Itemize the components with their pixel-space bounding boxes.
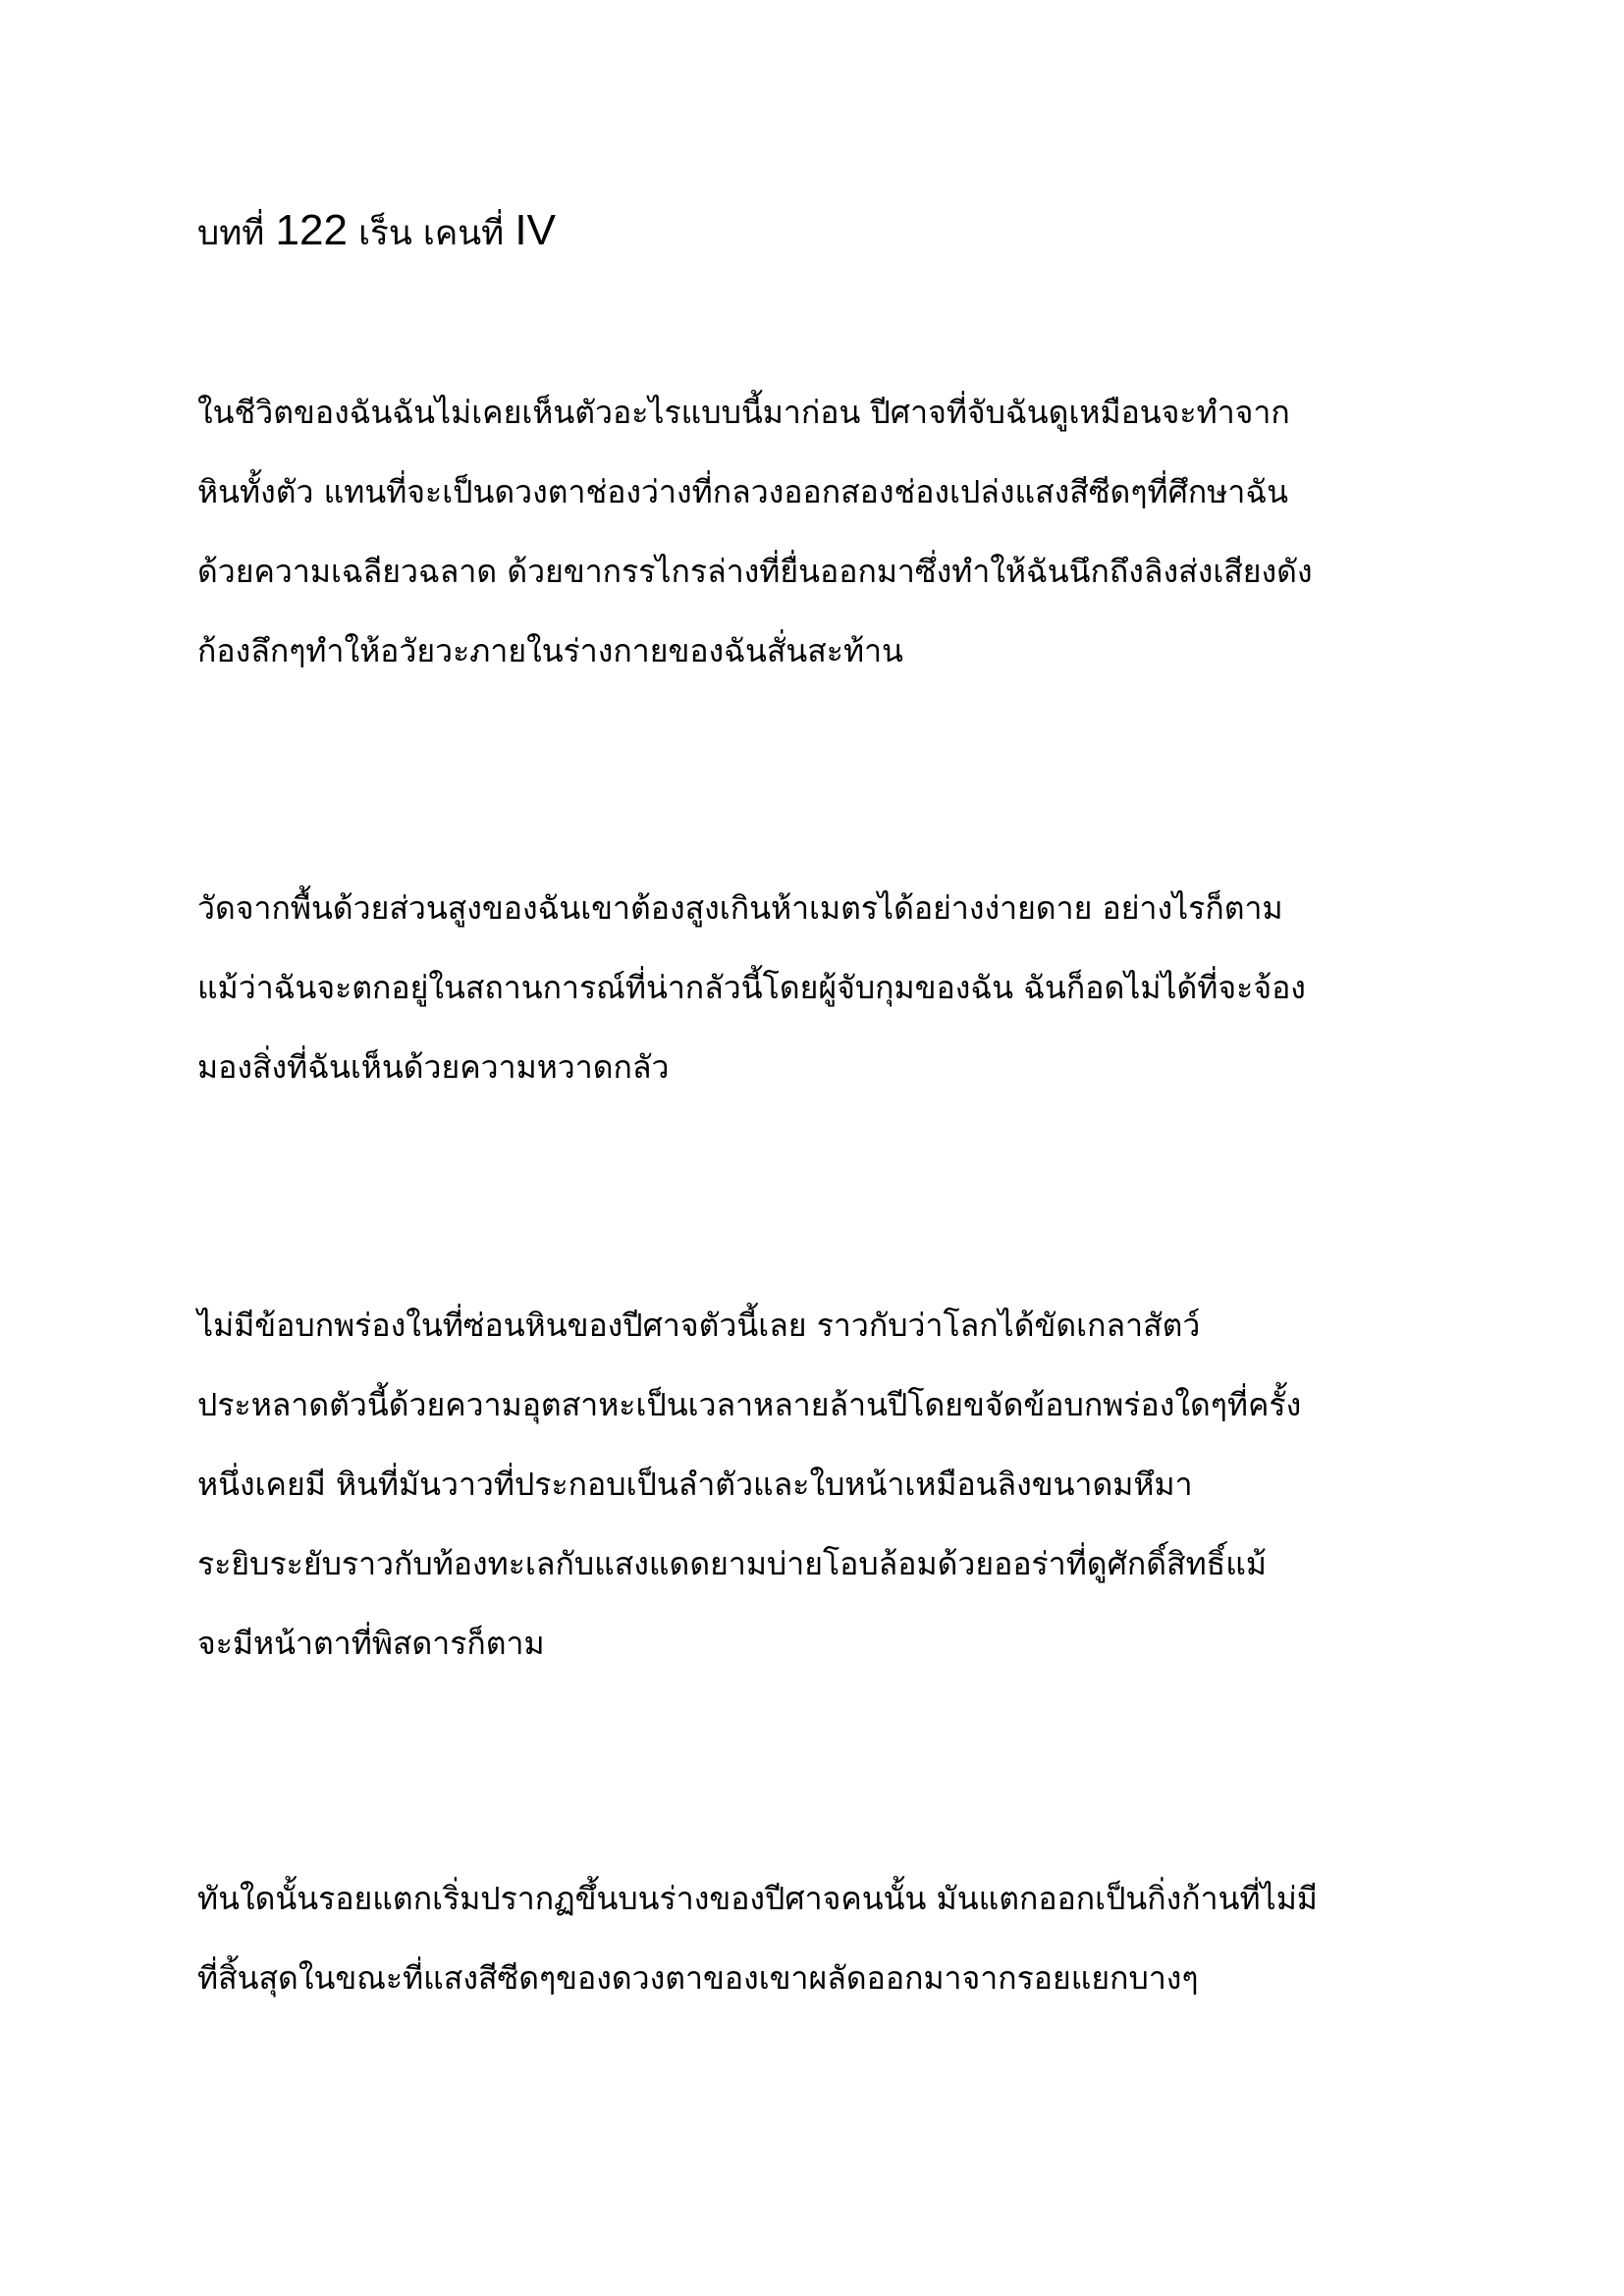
paragraph-line: จะมีหน้าตาที่พิสดารก็ตาม (197, 1625, 545, 1662)
paragraph-4 (197, 1859, 1318, 2018)
paragraph-2 (197, 869, 1306, 1107)
paragraph-3 (197, 1286, 1301, 1683)
paragraph-line: ที่สิ้นสุดในขณะที่แสงสีซีดๆของดวงตาของเขาผลัดออกมาจากรอยแยกบางๆ (197, 1959, 1199, 1997)
paragraph-line: ก้องลึกๆทำให้อวัยวะภายในร่างกายของฉันสั่นสะท้าน (197, 632, 903, 669)
paragraph-line: วัดจากพื้นด้วยส่วนสูงของฉันเขาต้องสูงเกินห้าเมตรได้อย่างง่ายดาย อย่างไรก็ตาม (197, 889, 1283, 927)
chapter-title-middle: เร็น เคนที่ (358, 214, 505, 253)
paragraph-line: แม้ว่าฉันจะตกอยู่ในสถานการณ์ที่น่ากลัวนี้โดยผู้จับกุมของฉัน ฉันก็อดไม่ได้ที่จะจ้อง (197, 969, 1306, 1006)
paragraph-line: ไม่มีข้อบกพร่องในที่ซ่อนหินของปีศาจตัวนี้เลย ราวกับว่าโลกได้ขัดเกลาสัตว์ (197, 1307, 1201, 1344)
paragraph-line: ประหลาดตัวนี้ด้วยความอุตสาหะเป็นเวลาหลายล้านปีโดยขจัดข้อบกพร่องใดๆที่ครั้ง (197, 1386, 1302, 1423)
paragraph-line: มองสิ่งที่ฉันเห็นด้วยความหวาดกลัว (197, 1048, 670, 1086)
chapter-title (197, 200, 556, 264)
chapter-number: 122 (275, 206, 348, 254)
paragraph-line: หนึ่งเคยมี หินที่มันวาวที่ประกอบเป็นลำตัวและใบหน้าเหมือนลิงขนาดมหึมา (197, 1466, 1193, 1503)
chapter-roman-numeral: IV (514, 206, 556, 254)
paragraph-line: หินทั้งตัว แทนที่จะเป็นดวงตาช่องว่างที่กลวงออกสองช่องเปล่งแสงสีซีดๆที่ศึกษาฉัน (197, 473, 1289, 510)
paragraph-line: ระยิบระยับราวกับท้องทะเลกับแสงแดดยามบ่ายโอบล้อมด้วยออร่าที่ดูศักดิ์สิทธิ์แม้ (197, 1545, 1267, 1582)
chapter-title-prefix: บทที่ (197, 214, 265, 253)
paragraph-line: ในชีวิตของฉันฉันไม่เคยเห็นตัวอะไรแบบนี้มาก่อน ปีศาจที่จับฉันดูเหมือนจะทำจาก (197, 394, 1290, 431)
paragraph-1 (197, 373, 1313, 691)
paragraph-line: ทันใดนั้นรอยแตกเริ่มปรากฏขึ้นบนร่างของปีศาจคนนั้น มันแตกออกเป็นกิ่งก้านที่ไม่มี (197, 1880, 1318, 1917)
paragraph-line: ด้วยความเฉลียวฉลาด ด้วยขากรรไกรล่างที่ยื่นออกมาซึ่งทำให้ฉันนึกถึงลิงส่งเสียงดัง (197, 553, 1313, 590)
